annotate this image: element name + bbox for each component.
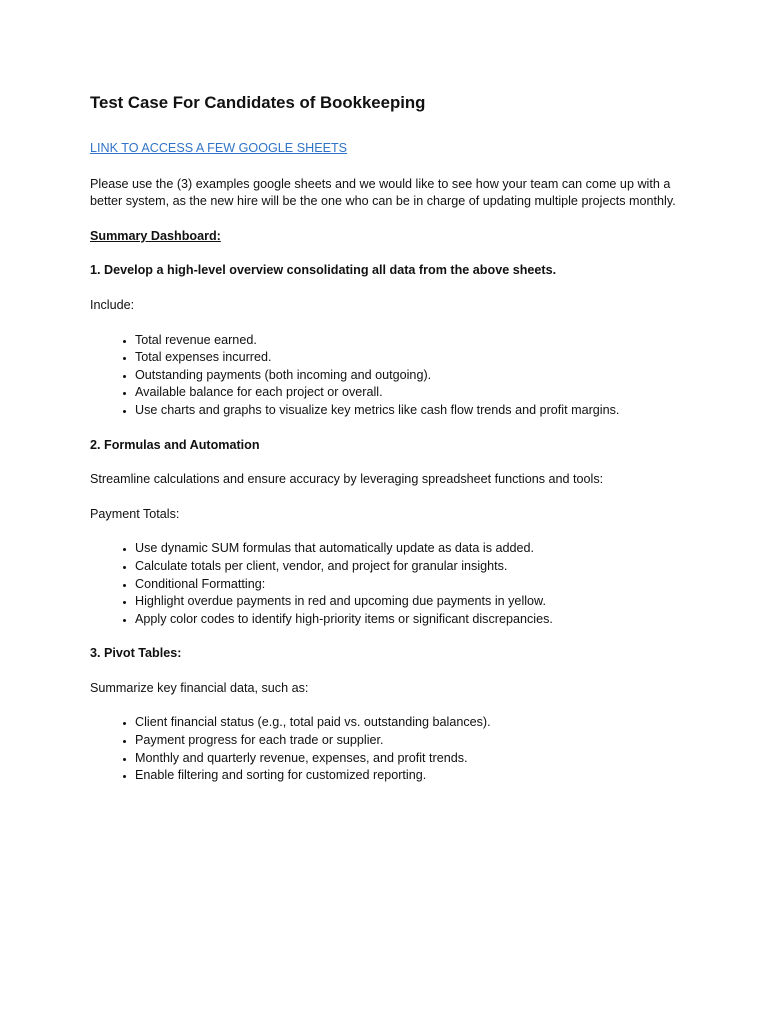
- list-item: • Client financial status (e.g., total paid vs. outstanding balances).: [135, 714, 690, 732]
- payment-totals-label: Payment Totals:: [90, 506, 180, 521]
- list-item: • Highlight overdue payments in red and upcoming due payments in yellow.: [135, 593, 690, 611]
- section3-list: [90, 714, 690, 784]
- section1-heading: 1. Develop a high-level overview consolidating all data from the above sheets.: [90, 263, 557, 278]
- list-item: • Outstanding payments (both incoming and outgoing).: [135, 367, 690, 385]
- section2-list: [90, 540, 690, 628]
- list-item: • Conditional Formatting:: [135, 576, 690, 594]
- list-item: • Available balance for each project or overall.: [135, 384, 690, 402]
- section3-description: Summarize key financial data, such as:: [90, 680, 309, 695]
- list-item: • Calculate totals per client, vendor, and project for granular insights.: [135, 558, 690, 576]
- document-title: Test Case For Candidates of Bookkeeping: [90, 93, 426, 112]
- document-content: [90, 92, 690, 802]
- intro-paragraph: Please use the (3) examples google sheets and we would like to see how your team can come up with a better system, as the new hire will be the one who can be in charge of updating multiple projects monthly.: [90, 176, 676, 209]
- list-item: • Enable filtering and sorting for customized reporting.: [135, 767, 690, 785]
- google-sheets-link[interactable]: LINK TO ACCESS A FEW GOOGLE SHEETS: [90, 141, 348, 155]
- list-item: • Use dynamic SUM formulas that automatically update as data is added.: [135, 540, 690, 558]
- section3-heading: 3. Pivot Tables:: [90, 646, 182, 661]
- section2-heading: 2. Formulas and Automation: [90, 437, 260, 452]
- section1-list: [90, 332, 690, 420]
- summary-dashboard-heading: Summary Dashboard:: [90, 228, 221, 243]
- list-item: • Payment progress for each trade or supplier.: [135, 732, 690, 750]
- list-item: • Total expenses incurred.: [135, 349, 690, 367]
- list-item: • Apply color codes to identify high-priority items or significant discrepancies.: [135, 611, 690, 629]
- list-item: • Monthly and quarterly revenue, expenses, and profit trends.: [135, 750, 690, 768]
- section1-include-label: Include:: [90, 297, 135, 312]
- list-item: • Total revenue earned.: [135, 332, 690, 350]
- list-item: • Use charts and graphs to visualize key metrics like cash flow trends and profit margins.: [135, 402, 690, 420]
- section2-description: Streamline calculations and ensure accuracy by leveraging spreadsheet functions and tools:: [90, 472, 604, 487]
